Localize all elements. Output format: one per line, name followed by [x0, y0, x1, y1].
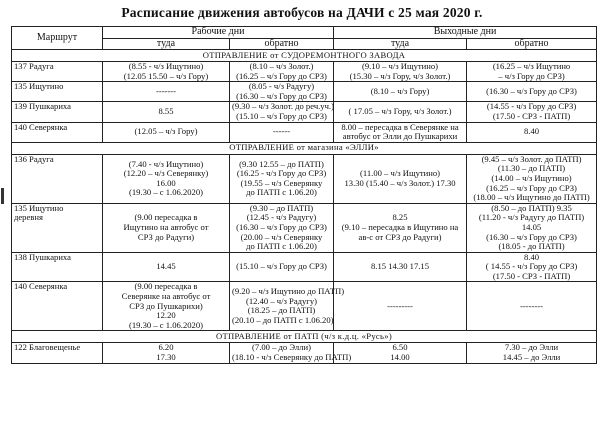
- time-entry: ---------: [387, 300, 413, 311]
- section-header-row: [12, 142, 597, 154]
- time-entry: (9.00 пересадка в: [134, 212, 198, 223]
- time-entry: 16.00: [156, 177, 176, 188]
- time-entry: – ч/з Гору до СРЗ): [498, 70, 565, 81]
- time-entry: СРЗ до Пушкарихи): [129, 300, 203, 311]
- time-entry: 8.40: [524, 126, 540, 137]
- table-row: [12, 62, 597, 82]
- time-entry: до ПАТП с 1.06.20): [246, 187, 317, 198]
- weekends-back-cell: [467, 154, 597, 203]
- time-entry: (16.30 – ч/з Гору до СРЗ): [236, 90, 327, 101]
- workdays-back-cell: [230, 342, 352, 363]
- time-entry: 8.15 14.30 17.15: [371, 261, 430, 272]
- workdays-there-cell: [103, 154, 230, 203]
- time-entry: (16.30 – ч/з Гору до СРЗ): [486, 231, 577, 242]
- route-name: 137 Радуга: [14, 61, 54, 71]
- time-entry: (18.25 – до ПАТП): [247, 305, 316, 316]
- route-cell: [12, 102, 103, 122]
- time-entry: -------: [155, 85, 177, 96]
- workdays-there-cell: [103, 102, 230, 122]
- time-entry: 8.00 – пересадка в Северянке на: [341, 121, 459, 132]
- weekends-back-cell: [467, 282, 597, 331]
- time-entry: (9.30 12.55 – до ПАТП): [239, 158, 324, 169]
- time-entry: (18.10 - ч/з Северянку до ПАТП): [232, 352, 352, 363]
- weekends-there-cell: [334, 82, 467, 102]
- time-entry: (16.25 – ч/з Гору до СРЗ): [486, 182, 577, 193]
- route-name: 138 Пушкариха: [14, 251, 71, 262]
- time-entry: СРЗ до Радуги): [137, 231, 195, 242]
- route-name: 139 Пушкариха: [14, 101, 71, 112]
- time-entry: (17.50 - СРЗ - ПАТП): [492, 270, 571, 281]
- time-entry: (18.05 - до ПАТП): [498, 241, 565, 252]
- time-entry: (9.45 – ч/з Золот. до ПАТП): [481, 153, 582, 164]
- route-name: деревня: [14, 212, 43, 223]
- schedule-table: [11, 26, 597, 364]
- weekends-there-cell: [334, 282, 467, 331]
- weekends-back-cell: [467, 252, 597, 282]
- time-entry: (20.00 – ч/з Северянку: [240, 231, 323, 242]
- workdays-there-cell: [103, 282, 230, 331]
- time-entry: (8.10 – ч/з Гору): [370, 85, 430, 96]
- time-entry: (20.10 – до ПАТП с 1.06.20): [232, 315, 334, 326]
- time-entry: --------: [520, 300, 543, 311]
- section-header-row: [12, 331, 597, 343]
- time-entry: (12.20 – ч/з Северянку): [123, 168, 209, 179]
- time-entry: 17.30: [156, 352, 176, 363]
- route-cell: [12, 343, 103, 363]
- time-entry: (14.55 - ч/з Гору до СРЗ): [486, 101, 577, 112]
- table-row: [12, 82, 597, 102]
- route-cell: [12, 82, 103, 102]
- route-name: 122 Благовещенье: [14, 342, 81, 353]
- time-entry: (12.05 15.50 – ч/з Гору): [123, 70, 209, 81]
- time-entry: 7.30 – до Элли: [504, 342, 559, 353]
- workdays-there-cell: [103, 62, 230, 82]
- time-entry: (15.10 – ч/з Гору до СРЗ): [236, 261, 327, 272]
- workdays-header: Рабочие дни: [103, 27, 334, 39]
- workdays-back-header: обратно: [230, 38, 334, 50]
- time-entry: 14.05: [521, 221, 542, 232]
- workdays-back-cell: [230, 203, 334, 252]
- time-entry: (14.00 – ч/з Ищутино): [491, 172, 572, 183]
- weekends-back-cell: [467, 102, 597, 122]
- route-name: 135 Ищутино: [14, 81, 64, 92]
- time-entry: (17.50 - СРЗ - ПАТП): [492, 110, 571, 121]
- time-entry: (12.05 – ч/з Гору): [134, 126, 198, 137]
- section-title: ОТПРАВЛЕНИЕ от СУДОРЕМОНТНОГО ЗАВОДА: [12, 50, 597, 62]
- route-name: 136 Радуга: [14, 153, 54, 164]
- time-entry: Северянке на автобус от: [121, 291, 211, 302]
- time-entry: 13.30 (15.40 – ч/з Золот.) 17.30: [344, 177, 456, 188]
- table-row: [12, 282, 597, 331]
- section-title: ОТПРАВЛЕНИЕ от магазина «ЭЛЛИ»: [12, 142, 597, 154]
- table-row: [12, 102, 597, 122]
- time-entry: (15.10 – ч/з Гору до СРЗ): [236, 110, 327, 121]
- time-entry: (8.55 - ч/з Ищутино): [128, 61, 204, 71]
- weekends-back-cell: [467, 62, 597, 82]
- weekends-there-cell: [334, 62, 467, 82]
- weekends-header: Выходные дни: [334, 27, 597, 39]
- table-row: [12, 122, 597, 142]
- time-entry: (9.10 – пересадка в Ищутино на: [341, 221, 459, 232]
- table-row: [12, 203, 597, 252]
- workdays-back-cell: [230, 282, 345, 331]
- time-entry: (16.30 – ч/з Гору до СРЗ): [236, 221, 327, 232]
- route-cell: [12, 203, 103, 252]
- time-entry: 8.55: [158, 106, 174, 117]
- time-entry: (16.25 – ч/з Ищутино: [492, 61, 571, 71]
- weekends-there-cell: [334, 154, 467, 203]
- time-entry: 12.20: [156, 310, 176, 321]
- workdays-back-cell: [230, 122, 334, 142]
- weekends-back-cell: [467, 343, 597, 363]
- route-name: 135 Ищутино: [14, 202, 64, 213]
- weekends-there-cell: [334, 252, 467, 282]
- time-entry: 8.25: [392, 212, 408, 223]
- weekends-back-cell: [467, 82, 597, 102]
- time-entry: ------: [272, 126, 291, 137]
- time-entry: 6.20: [158, 342, 174, 353]
- weekends-back-cell: [467, 122, 597, 142]
- time-entry: ав-с от СРЗ до Радуги): [358, 231, 442, 242]
- binding-mark: [1, 188, 4, 204]
- time-entry: (9.30 – ч/з Золот. до реч.уч.): [232, 101, 334, 112]
- time-entry: (9.20 – ч/з Ищутино до ПАТП): [232, 286, 345, 297]
- time-entry: (8.10 – ч/з Золот.): [249, 61, 314, 71]
- route-cell: [12, 62, 103, 82]
- time-entry: 8.40: [524, 251, 540, 262]
- workdays-back-cell: [230, 252, 334, 282]
- time-entry: (12.40 – ч/з Радугу): [246, 295, 317, 306]
- time-entry: (8.05 - ч/з Радугу): [248, 81, 315, 92]
- section-title: ОТПРАВЛЕНИЕ от ПАТП (ч/з к.д.ц. «Русь»): [12, 331, 597, 343]
- workdays-back-cell: [230, 154, 334, 203]
- time-entry: (7.40 - ч/з Ищутино): [128, 158, 204, 169]
- time-entry: (16.30 – ч/з Гору до СРЗ): [486, 85, 577, 96]
- route-cell: [12, 154, 103, 203]
- route-cell: [12, 252, 103, 282]
- time-entry: (11.20 - ч/з Радугу до ПАТП): [478, 212, 585, 223]
- time-entry: (11.00 – ч/з Ищутино): [360, 168, 440, 179]
- table-row: [12, 252, 597, 282]
- workdays-back-cell: [230, 82, 334, 102]
- time-entry: (19.55 – ч/з Северянку: [240, 177, 323, 188]
- time-entry: (9.10 – ч/з Ищутино): [362, 61, 438, 71]
- time-entry: (16.25 – ч/з Гору до СРЗ): [236, 70, 327, 81]
- workdays-there-cell: [103, 343, 230, 363]
- weekends-back-cell: [467, 203, 597, 252]
- time-entry: (15.30 – ч/з Гору, ч/з Золот.): [349, 70, 451, 81]
- time-entry: автобус от Элли до Пушкарихи: [342, 131, 458, 142]
- time-entry: (11.30 – до ПАТП): [497, 163, 566, 174]
- table-row: [12, 343, 597, 363]
- route-name: 140 Северянка: [14, 121, 68, 132]
- workdays-there-cell: [103, 82, 230, 102]
- time-entry: (18.00 – ч/з Ищутино до ПАТП): [473, 192, 590, 203]
- time-entry: 14.45 – до Элли: [502, 352, 561, 363]
- time-entry: 14.00: [390, 352, 410, 363]
- time-entry: ( 17.05 – ч/з Гору, ч/з Золот.): [348, 106, 452, 117]
- time-entry: (9.30 – до ПАТП): [249, 202, 314, 213]
- weekends-there-cell: [334, 122, 467, 142]
- workdays-back-cell: [230, 62, 334, 82]
- time-entry: (19.30 – с 1.06.2020): [129, 187, 203, 198]
- workdays-there-header: туда: [103, 38, 230, 50]
- workdays-there-cell: [103, 203, 230, 252]
- time-entry: до ПАТП с 1.06.20): [246, 241, 317, 252]
- route-cell: [12, 282, 103, 331]
- route-name: 140 Северянка: [14, 281, 68, 292]
- route-column-header: Маршрут: [12, 27, 103, 50]
- weekends-there-header: туда: [334, 38, 467, 50]
- workdays-there-cell: [103, 122, 230, 142]
- time-entry: Ищутино на автобус от: [123, 221, 209, 232]
- time-entry: 14.45: [156, 261, 176, 272]
- time-entry: (19.30 – с 1.06.2020): [129, 319, 203, 330]
- time-entry: (12.45 - ч/з Радугу): [246, 212, 317, 223]
- time-entry: (8.50 – до ПАТП) 9.35: [491, 202, 572, 213]
- time-entry: (9.00 пересадка в: [134, 281, 198, 292]
- weekends-there-cell: [334, 102, 467, 122]
- time-entry: (16.25 - ч/з Гору до СРЗ): [236, 168, 327, 179]
- time-entry: (7.00 – до Элли): [252, 342, 311, 353]
- page-title: Расписание движения автобусов на ДАЧИ с 25 мая 2020 г.: [121, 5, 483, 20]
- workdays-there-cell: [103, 252, 230, 282]
- schedule-body: [12, 50, 597, 364]
- weekends-there-cell: [334, 203, 467, 252]
- route-cell: [12, 122, 103, 142]
- time-entry: ( 14.55 - ч/з Гору до СРЗ): [485, 261, 578, 272]
- weekends-back-header: обратно: [467, 38, 597, 50]
- table-row: [12, 154, 597, 203]
- weekends-there-cell: [334, 343, 467, 363]
- time-entry: 6.50: [392, 342, 408, 353]
- workdays-back-cell: [230, 102, 334, 122]
- section-header-row: [12, 50, 597, 62]
